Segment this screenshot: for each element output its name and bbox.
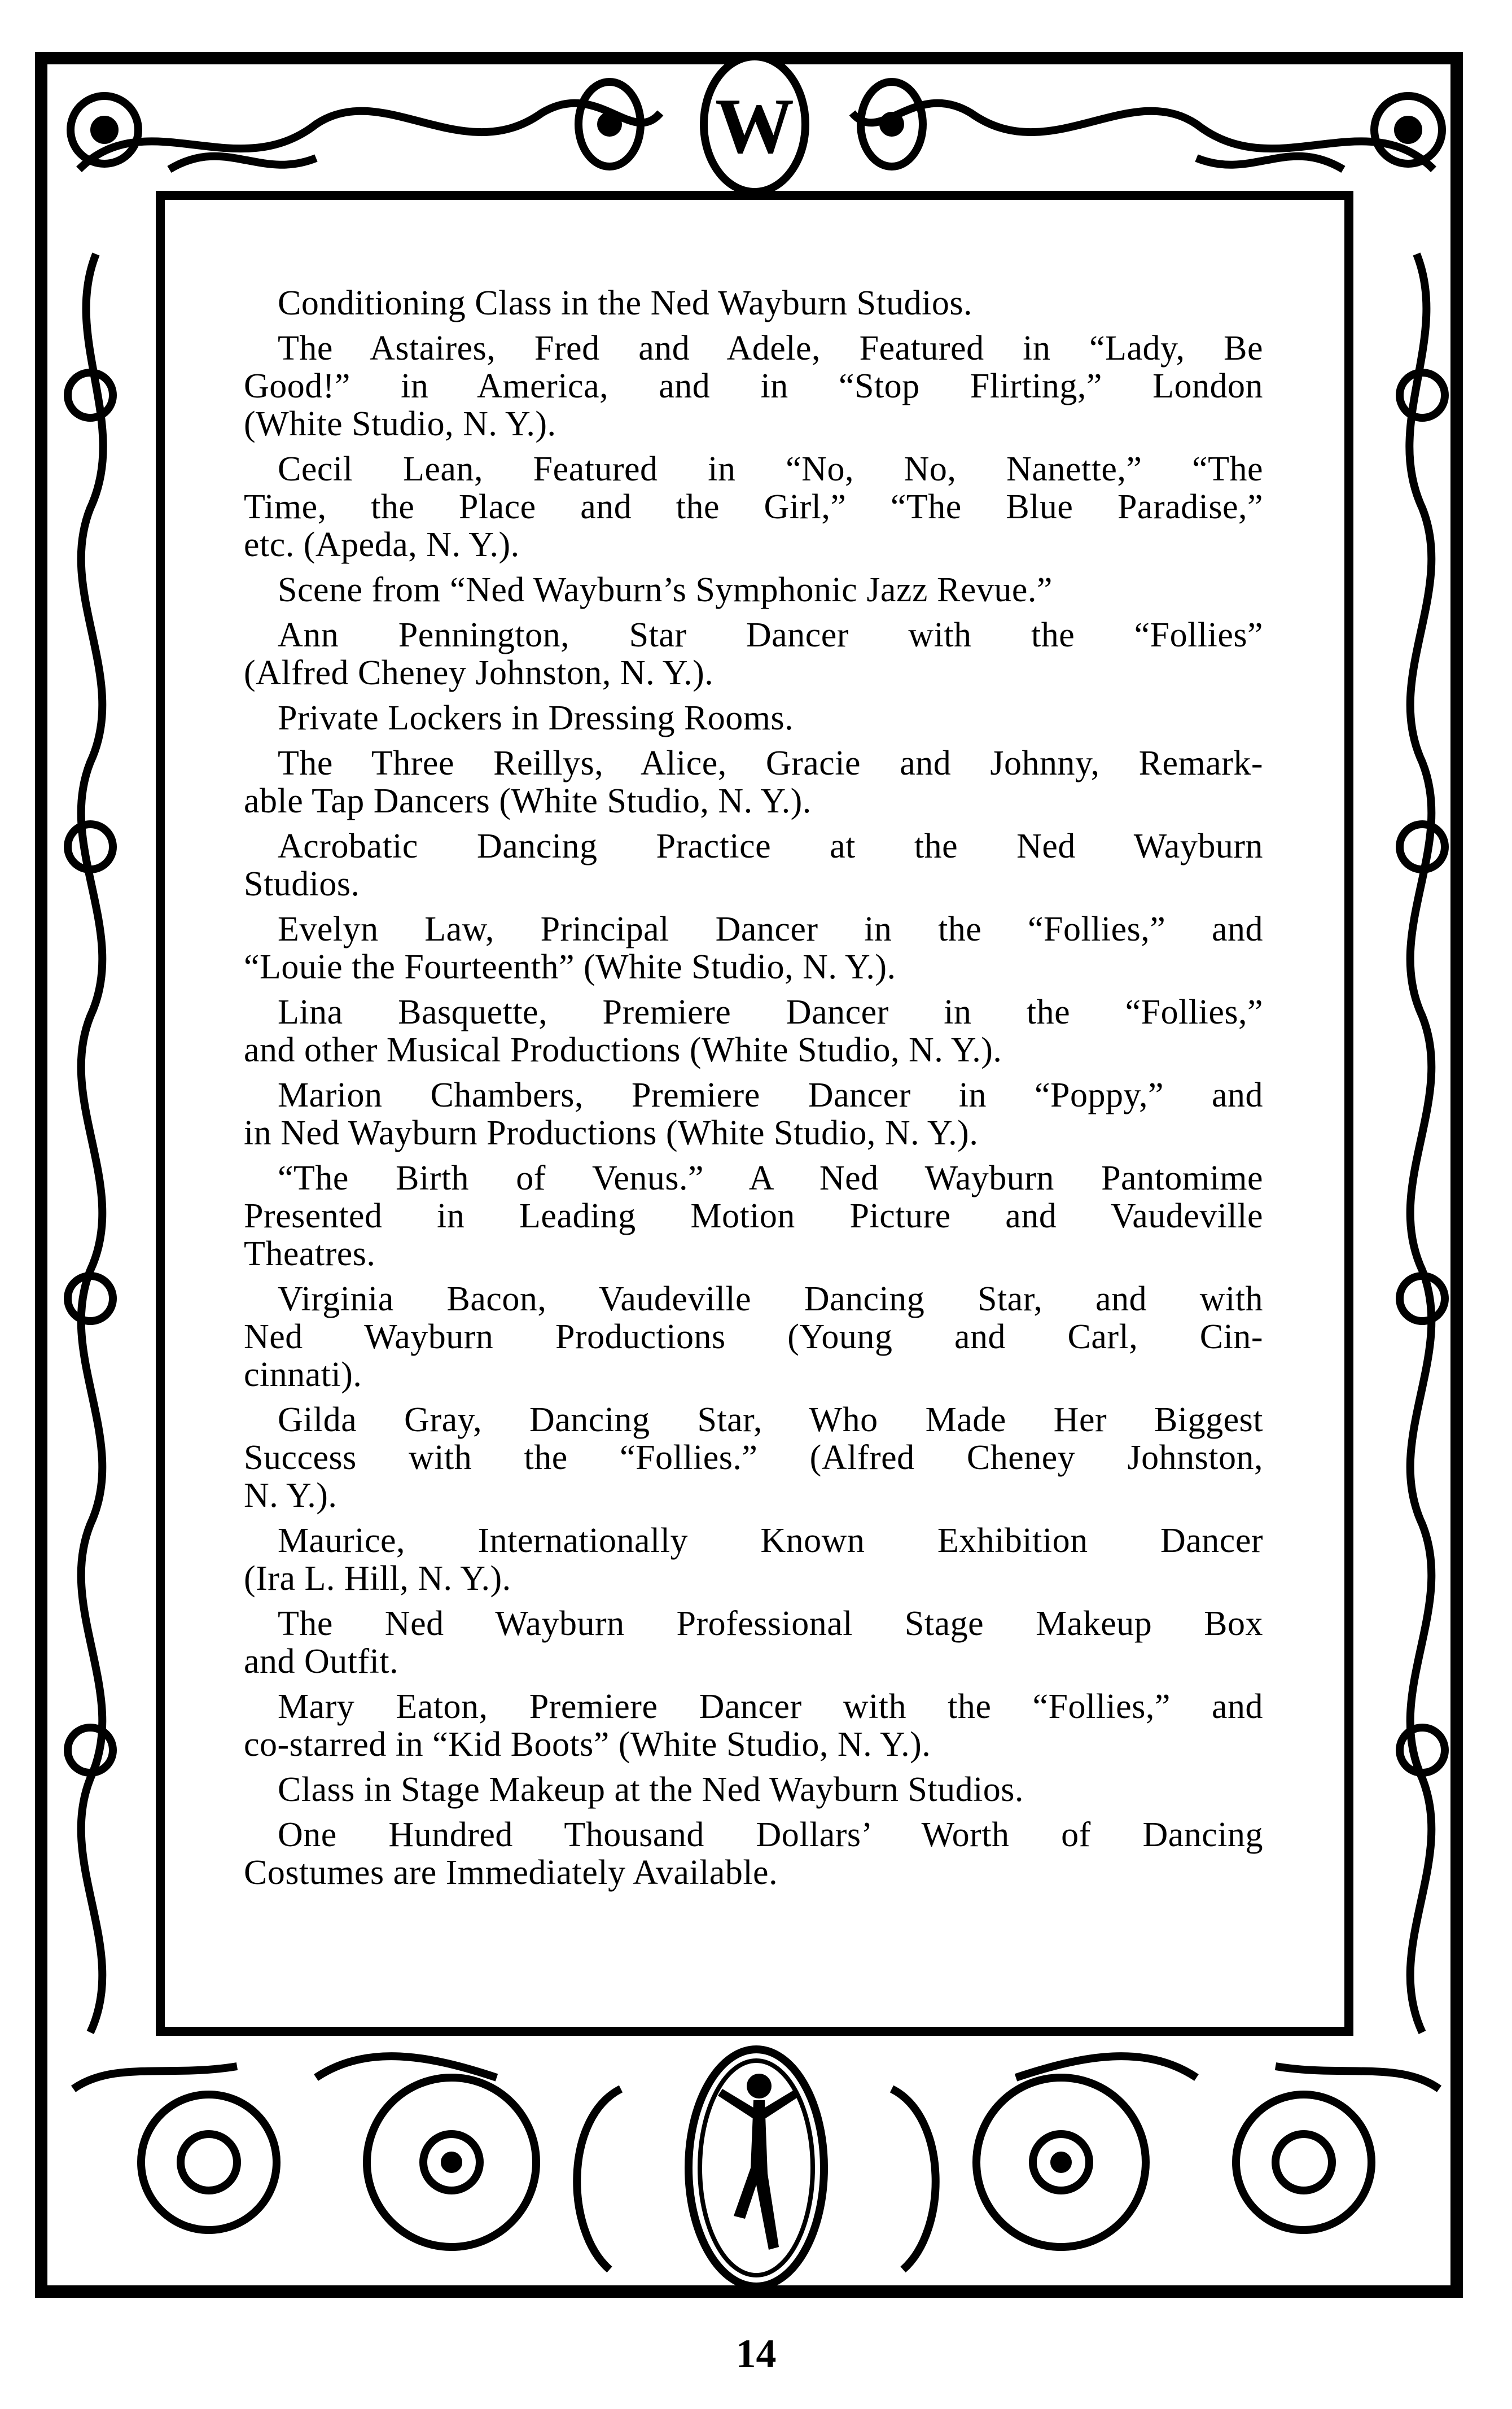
monogram-letters: W [715, 82, 794, 170]
caption-line: and Outfit. [244, 1642, 399, 1681]
caption-line: Virginia Bacon, Vaudeville Dancing Star, and with [278, 1280, 1263, 1318]
caption-line: Time, the Place and the Girl,” “The Blue Paradise,” [244, 488, 1263, 526]
caption-line: “Louie the Fourteenth” (White Studio, N. Y.). [244, 948, 896, 986]
caption-entry [244, 617, 1263, 692]
caption-line: (White Studio, N. Y.). [244, 405, 556, 443]
caption-line: The Astaires, Fred and Adele, Featured in “Lady, Be [278, 329, 1263, 368]
caption-line: Gilda Gray, Dancing Star, Who Made Her Biggest [278, 1401, 1263, 1439]
caption-line: and other Musical Productions (White Studio, N. Y.). [244, 1031, 1002, 1069]
caption-line: Good!” in America, and in “Stop Flirting,” London [244, 367, 1263, 405]
caption-entry [244, 1816, 1263, 1892]
monogram-oval [704, 56, 805, 192]
caption-line: N. Y.). [244, 1476, 338, 1515]
caption-line: (Ira L. Hill, N. Y.). [244, 1559, 511, 1598]
caption-line: Acrobatic Dancing Practice at the Ned Wayburn [278, 827, 1263, 865]
caption-line: Ann Pennington, Star Dancer with the “Follies” [278, 616, 1263, 654]
caption-line: Marion Chambers, Premiere Dancer in “Poppy,” and [278, 1076, 1263, 1114]
caption-line: Private Lockers in Dressing Rooms. [278, 699, 794, 737]
caption-line: Cecil Lean, Featured in “No, No, Nanette,” “The [278, 450, 1263, 488]
caption-line: Class in Stage Makeup at the Ned Wayburn Studios. [278, 1770, 1024, 1809]
caption-line: able Tap Dancers (White Studio, N. Y.). [244, 782, 812, 820]
caption-line: Costumes are Immediately Available. [244, 1853, 778, 1892]
caption-line: Mary Eaton, Premiere Dancer with the “Follies,” and [278, 1687, 1263, 1726]
page-number: 14 [735, 2331, 777, 2376]
caption-line: cinnati). [244, 1356, 362, 1394]
caption-entry [244, 1160, 1263, 1273]
caption-line: Studios. [244, 865, 360, 903]
caption-line: One Hundred Thousand Dollars’ Worth of Dancing [278, 1816, 1263, 1854]
caption-entry [244, 699, 1263, 737]
caption-line: Maurice, Internationally Known Exhibition Dancer [278, 1522, 1263, 1560]
caption-line: (Alfred Cheney Johnston, N. Y.). [244, 654, 714, 692]
caption-entry [244, 1522, 1263, 1598]
caption-entry [244, 330, 1263, 443]
caption-line: Scene from “Ned Wayburn’s Symphonic Jazz Revue.” [278, 571, 1053, 609]
caption-line: The Ned Wayburn Professional Stage Makeup Box [278, 1604, 1263, 1643]
caption-entry [244, 994, 1263, 1069]
caption-entry [244, 285, 1263, 322]
caption-entry [244, 1280, 1263, 1394]
caption-line: “The Birth of Venus.” A Ned Wayburn Pantomime [278, 1159, 1263, 1197]
caption-line: Lina Basquette, Premiere Dancer in the “Follies,” [278, 993, 1263, 1031]
caption-line: etc. (Apeda, N. Y.). [244, 526, 520, 564]
caption-entry [244, 571, 1263, 609]
caption-panel [156, 191, 1353, 2036]
caption-line: Theatres. [244, 1235, 376, 1273]
caption-line: Conditioning Class in the Ned Wayburn Studios. [278, 284, 973, 322]
caption-entry [244, 828, 1263, 903]
caption-entry [244, 1605, 1263, 1681]
caption-entry [244, 451, 1263, 564]
caption-line: Evelyn Law, Principal Dancer in the “Follies,” and [278, 910, 1263, 948]
caption-line: Ned Wayburn Productions (Young and Carl, Cin- [244, 1318, 1263, 1356]
caption-entry [244, 911, 1263, 986]
caption-entry [244, 1688, 1263, 1764]
photo-captions-list [244, 285, 1263, 1899]
caption-line: in Ned Wayburn Productions (White Studio, N. Y.). [244, 1114, 979, 1152]
caption-entry [244, 1077, 1263, 1152]
caption-line: Presented in Leading Motion Picture and Vaudeville [244, 1197, 1263, 1235]
caption-entry [244, 745, 1263, 820]
caption-entry [244, 1401, 1263, 1515]
caption-line: Success with the “Follies.” (Alfred Cheney Johnston, [244, 1439, 1263, 1477]
caption-line: The Three Reillys, Alice, Gracie and Johnny, Remark- [278, 744, 1263, 782]
dancer-medallion [689, 2049, 824, 2286]
caption-line: co-starred in “Kid Boots” (White Studio, N. Y.). [244, 1725, 931, 1764]
caption-entry [244, 1771, 1263, 1809]
